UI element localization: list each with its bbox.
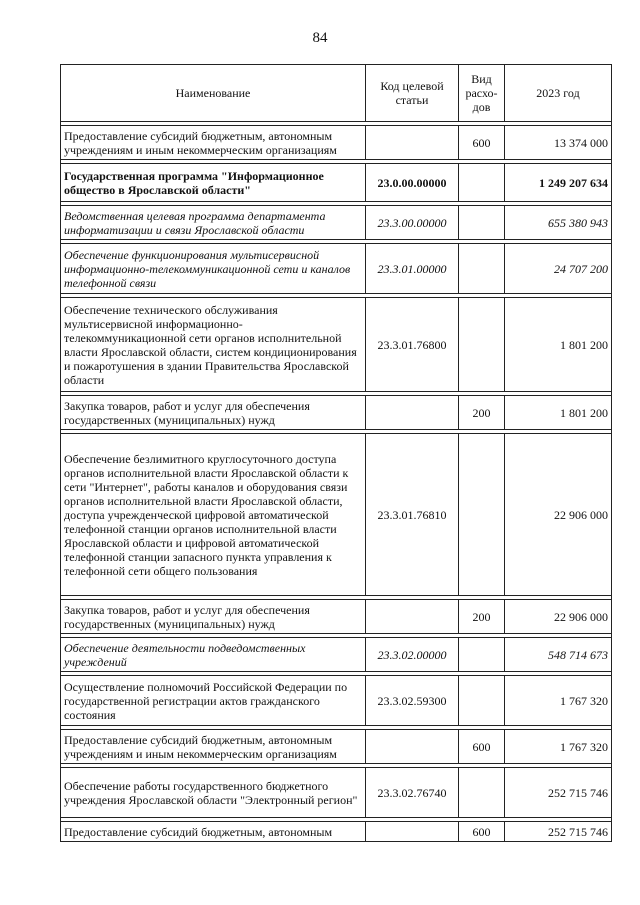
cell-name: Предоставление субсидий бюджетным, автономным учреждениям и иным некоммерческим организациям [61, 730, 366, 764]
cell-code: 23.3.02.59300 [366, 676, 459, 726]
cell-amount: 1 767 320 [505, 676, 612, 726]
cell-code: 23.3.01.00000 [366, 244, 459, 294]
cell-amount: 1 801 200 [505, 396, 612, 430]
cell-amount: 24 707 200 [505, 244, 612, 294]
table-row [61, 434, 612, 596]
cell-kind [459, 298, 505, 392]
cell-kind: 600 [459, 822, 505, 842]
cell-amount: 1 801 200 [505, 298, 612, 392]
table-row [61, 298, 612, 392]
cell-code: 23.3.01.76800 [366, 298, 459, 392]
cell-code: 23.3.02.00000 [366, 638, 459, 672]
cell-code: 23.3.01.76810 [366, 434, 459, 596]
table-body [61, 122, 612, 842]
cell-name: Обеспечение технического обслуживания мультисервисной информационно-телекоммуникационной сети органов исполнительной власти Ярославской области, систем кондиционирования и пожаротушения в здании Правительства Ярославской области [61, 298, 366, 392]
page-number: 84 [312, 30, 328, 46]
table-row [61, 126, 612, 160]
cell-name: Предоставление субсидий бюджетным, автономным учреждениям и иным некоммерческим организациям [61, 126, 366, 160]
cell-code [366, 822, 459, 842]
cell-amount: 13 374 000 [505, 126, 612, 160]
cell-code: 23.3.00.00000 [366, 206, 459, 240]
cell-name: Обеспечение деятельности подведомственных учреждений [61, 638, 366, 672]
header-amount: 2023 год [505, 65, 612, 122]
table-row [61, 164, 612, 202]
cell-name: Государственная программа "Информационное общество в Ярославской области" [61, 164, 366, 202]
cell-amount: 252 715 746 [505, 822, 612, 842]
cell-amount: 22 906 000 [505, 600, 612, 634]
header-name: Наименование [61, 65, 366, 122]
table-row [61, 396, 612, 430]
table-header-row [61, 65, 612, 122]
cell-name: Обеспечение работы государственного бюджетного учреждения Ярославской области "Электронный регион" [61, 768, 366, 818]
table-row [61, 638, 612, 672]
cell-kind: 200 [459, 600, 505, 634]
cell-name: Закупка товаров, работ и услуг для обеспечения государственных (муниципальных) нужд [61, 600, 366, 634]
cell-amount: 22 906 000 [505, 434, 612, 596]
header-code: Код целевой статьи [366, 65, 459, 122]
cell-name: Обеспечение безлимитного круглосуточного доступа органов исполнительной власти Ярославской области к сети "Интернет", работы каналов и оборудования связи органов исполнительной власти Ярославской области, доступа учрежденческой цифровой автоматической телефонной станции органов исполнительной власти Ярославской области и цифровой автоматической телефонной станции запасного пункта управления к телефонной сети общего пользования [61, 434, 366, 596]
cell-kind [459, 676, 505, 726]
budget-table [60, 64, 612, 842]
cell-code [366, 126, 459, 160]
cell-kind [459, 206, 505, 240]
cell-amount: 1 767 320 [505, 730, 612, 764]
table-row [61, 600, 612, 634]
cell-kind: 600 [459, 126, 505, 160]
cell-amount: 548 714 673 [505, 638, 612, 672]
cell-kind [459, 164, 505, 202]
table-row [61, 206, 612, 240]
cell-kind [459, 434, 505, 596]
cell-kind [459, 768, 505, 818]
cell-name: Предоставление субсидий бюджетным, автономным [61, 822, 366, 842]
header-kind: Вид расхо-дов [459, 65, 505, 122]
cell-kind: 200 [459, 396, 505, 430]
cell-name: Ведомственная целевая программа департамента информатизации и связи Ярославской области [61, 206, 366, 240]
table-row [61, 244, 612, 294]
cell-code: 23.0.00.00000 [366, 164, 459, 202]
cell-code [366, 600, 459, 634]
cell-amount: 1 249 207 634 [505, 164, 612, 202]
table-row [61, 730, 612, 764]
cell-code [366, 730, 459, 764]
table-row [61, 676, 612, 726]
table-row [61, 822, 612, 842]
cell-code: 23.3.02.76740 [366, 768, 459, 818]
cell-code [366, 396, 459, 430]
cell-name: Осуществление полномочий Российской Федерации по государственной регистрации актов гражданского состояния [61, 676, 366, 726]
cell-kind [459, 244, 505, 294]
cell-amount: 252 715 746 [505, 768, 612, 818]
cell-kind [459, 638, 505, 672]
cell-amount: 655 380 943 [505, 206, 612, 240]
table-row [61, 768, 612, 818]
cell-name: Обеспечение функционирования мультисервисной информационно-телекоммуникационной сети и каналов телефонной связи [61, 244, 366, 294]
cell-kind: 600 [459, 730, 505, 764]
cell-name: Закупка товаров, работ и услуг для обеспечения государственных (муниципальных) нужд [61, 396, 366, 430]
